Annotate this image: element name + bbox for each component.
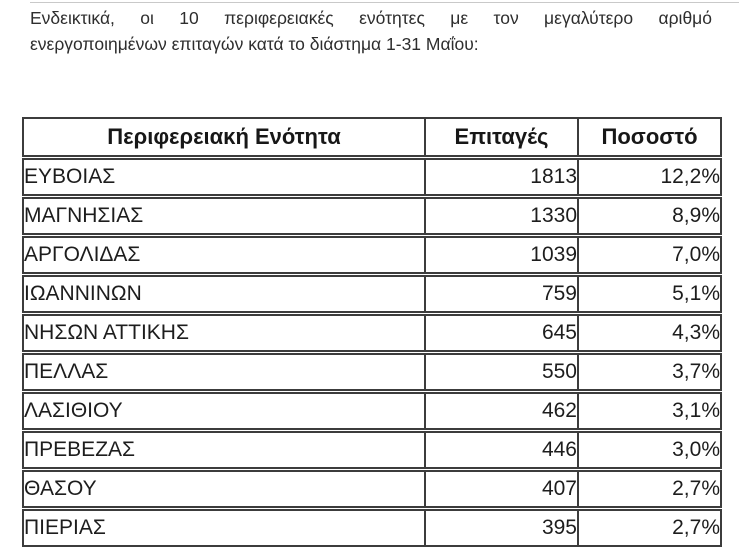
percent-cell: 3,0%	[578, 431, 721, 470]
column-header-checks: Επιταγές	[425, 118, 578, 158]
region-cell: ΠΙΕΡΙΑΣ	[24, 516, 106, 539]
region-cell: ΠΕΛΛΑΣ	[23, 353, 425, 392]
intro-line-2: ενεργοποιημένων επιταγών κατά το διάστημα 1-31 Μαΐου:	[30, 34, 479, 54]
table-row	[23, 470, 721, 509]
page-top-rule	[30, 2, 739, 3]
checks-cell: 1330	[425, 197, 578, 236]
percent-cell: 2,7%	[578, 509, 721, 547]
table-row	[23, 236, 721, 275]
checks-cell: 550	[425, 353, 578, 392]
region-cell: ΘΑΣΟΥ	[23, 470, 425, 509]
percent-cell: 7,0%	[578, 236, 721, 275]
table-row	[23, 197, 721, 236]
region-cell: ΛΑΣΙΘΙΟΥ	[23, 392, 425, 431]
checks-cell: 395	[425, 509, 578, 547]
checks-cell: 462	[425, 392, 578, 431]
region-cell: ΜΑΓΝΗΣΙΑΣ	[23, 197, 425, 236]
region-cell: ΠΡΕΒΕΖΑΣ	[23, 431, 425, 470]
table-row	[23, 431, 721, 470]
table-row	[23, 275, 721, 314]
percent-cell: 2,7%	[578, 470, 721, 509]
percent-cell: 8,9%	[578, 197, 721, 236]
intro-line-1: Ενδεικτικά, οι 10 περιφερειακές ενότητες με τον μεγαλύτερο αριθμό	[30, 8, 712, 28]
checks-cell: 1813	[425, 158, 578, 197]
table-row	[23, 158, 721, 197]
percent-cell: 3,1%	[578, 392, 721, 431]
regions-table	[22, 117, 722, 547]
column-header-region: Περιφερειακή Ενότητα	[23, 118, 425, 158]
percent-cell: 4,3%	[578, 314, 721, 353]
percent-cell: 12,2%	[578, 158, 721, 197]
table-row	[23, 392, 721, 431]
checks-cell: 759	[425, 275, 578, 314]
checks-cell: 1039	[425, 236, 578, 275]
table-row	[23, 509, 721, 547]
region-cell: ΕΥΒΟΙΑΣ	[23, 158, 425, 197]
checks-cell: 446	[425, 431, 578, 470]
region-cell: ΑΡΓΟΛΙΔΑΣ	[23, 236, 425, 275]
column-header-percent: Ποσοστό	[578, 118, 721, 158]
region-cell: ΙΩΑΝΝΙΝΩΝ	[23, 275, 425, 314]
percent-cell: 5,1%	[578, 275, 721, 314]
table-header-row	[23, 118, 721, 158]
checks-cell: 407	[425, 470, 578, 509]
table-row	[23, 353, 721, 392]
table-row	[23, 314, 721, 353]
checks-cell: 645	[425, 314, 578, 353]
percent-cell: 3,7%	[578, 353, 721, 392]
intro-paragraph	[30, 5, 712, 57]
region-cell: ΝΗΣΩΝ ΑΤΤΙΚΗΣ	[23, 314, 425, 353]
